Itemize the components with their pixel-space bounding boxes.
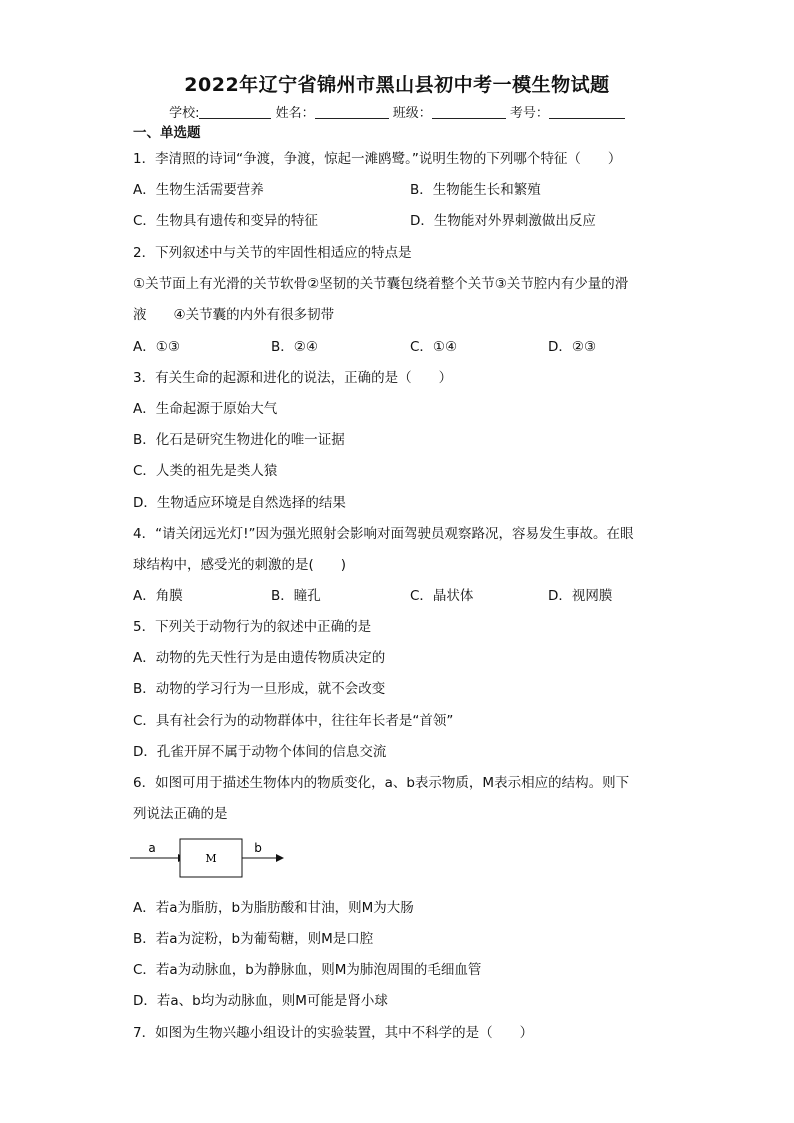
q4-option-b[interactable]: B．瞳孔	[271, 588, 321, 604]
q3-option-b[interactable]: B．化石是研究生物进化的唯一证据	[133, 432, 345, 448]
structure-label: M	[205, 852, 217, 865]
q3-option-d[interactable]: D．生物适应环境是自然选择的结果	[133, 495, 346, 511]
q5-option-c[interactable]: C．具有社会行为的动物群体中，往往年长者是“首领”	[133, 713, 454, 729]
q2-option-a[interactable]: A．①③	[133, 339, 180, 355]
q5-option-d[interactable]: D．孔雀开屏不属于动物个体间的信息交流	[133, 744, 387, 760]
q2-option-c[interactable]: C．①④	[410, 339, 458, 355]
class-label: 班级：	[392, 106, 432, 121]
class-blank[interactable]	[432, 106, 506, 119]
q4-option-c[interactable]: C．晶状体	[410, 588, 474, 604]
section-heading: 一、单选题	[133, 125, 201, 141]
q2-stem: 2．下列叙述中与关节的牢固性相适应的特点是	[133, 245, 412, 261]
q6-flow-diagram	[130, 833, 290, 883]
output-arrowhead	[276, 854, 284, 862]
q4-stem: 4．“请关闭远光灯!”因为强光照射会影响对面驾驶员观察路况，容易发生事故。在眼	[133, 526, 634, 542]
output-label: b	[254, 841, 262, 855]
q3-option-c[interactable]: C．人类的祖先是类人猿	[133, 463, 278, 479]
q1-option-b[interactable]: B．生物能生长和繁殖	[410, 182, 541, 198]
q6-option-c[interactable]: C．若a为动脉血，b为静脉血，则M为肺泡周围的毛细血管	[133, 962, 482, 978]
q6-stem-continued: 列说法正确的是	[133, 806, 228, 822]
name-blank[interactable]	[315, 106, 389, 119]
q1-option-d[interactable]: D．生物能对外界刺激做出反应	[410, 213, 596, 229]
q1-option-c[interactable]: C．生物具有遗传和变异的特征	[133, 213, 318, 229]
q4-option-d[interactable]: D．视网膜	[548, 588, 613, 604]
q2-statement-line: ①关节面上有光滑的关节软骨②坚韧的关节囊包绕着整个关节③关节腔内有少量的滑	[133, 276, 629, 292]
number-blank[interactable]	[549, 106, 625, 119]
q2-statement-line: 液 ④关节囊的内外有很多韧带	[133, 307, 335, 323]
q5-option-b[interactable]: B．动物的学习行为一旦形成，就不会改变	[133, 681, 386, 697]
q7-stem: 7．如图为生物兴趣小组设计的实验装置，其中不科学的是（ ）	[133, 1025, 534, 1041]
q2-option-b[interactable]: B．②④	[271, 339, 318, 355]
q6-option-b[interactable]: B．若a为淀粉，b为葡萄糖，则M是口腔	[133, 931, 374, 947]
q6-stem: 6．如图可用于描述生物体内的物质变化，a、b表示物质，M表示相应的结构。则下	[133, 775, 630, 791]
q5-stem: 5．下列关于动物行为的叙述中正确的是	[133, 619, 372, 635]
number-label: 考号：	[509, 106, 549, 121]
school-blank[interactable]	[199, 106, 271, 119]
q1-stem: 1．李清照的诗词“争渡，争渡，惊起一滩鸥鹭。”说明生物的下列哪个特征（ ）	[133, 151, 622, 167]
q6-option-a[interactable]: A．若a为脂肪，b为脂肪酸和甘油，则M为大肠	[133, 900, 414, 916]
input-label: a	[148, 841, 156, 855]
q4-option-a[interactable]: A．角膜	[133, 588, 183, 604]
q4-stem-continued: 球结构中，感受光的刺激的是( )	[133, 557, 347, 573]
school-label: 学校:	[169, 106, 200, 121]
exam-title: 2022年辽宁省锦州市黑山县初中考一模生物试题	[184, 74, 610, 96]
q1-option-a[interactable]: A．生物生活需要营养	[133, 182, 264, 198]
student-info-row	[0, 102, 794, 121]
name-label: 姓名：	[275, 106, 315, 121]
q6-option-d[interactable]: D．若a、b均为动脉血，则M可能是肾小球	[133, 993, 388, 1009]
q3-option-a[interactable]: A．生命起源于原始大气	[133, 401, 278, 417]
q5-option-a[interactable]: A．动物的先天性行为是由遗传物质决定的	[133, 650, 386, 666]
q3-stem: 3．有关生命的起源和进化的说法，正确的是（ ）	[133, 370, 453, 386]
q2-option-d[interactable]: D．②③	[548, 339, 597, 355]
